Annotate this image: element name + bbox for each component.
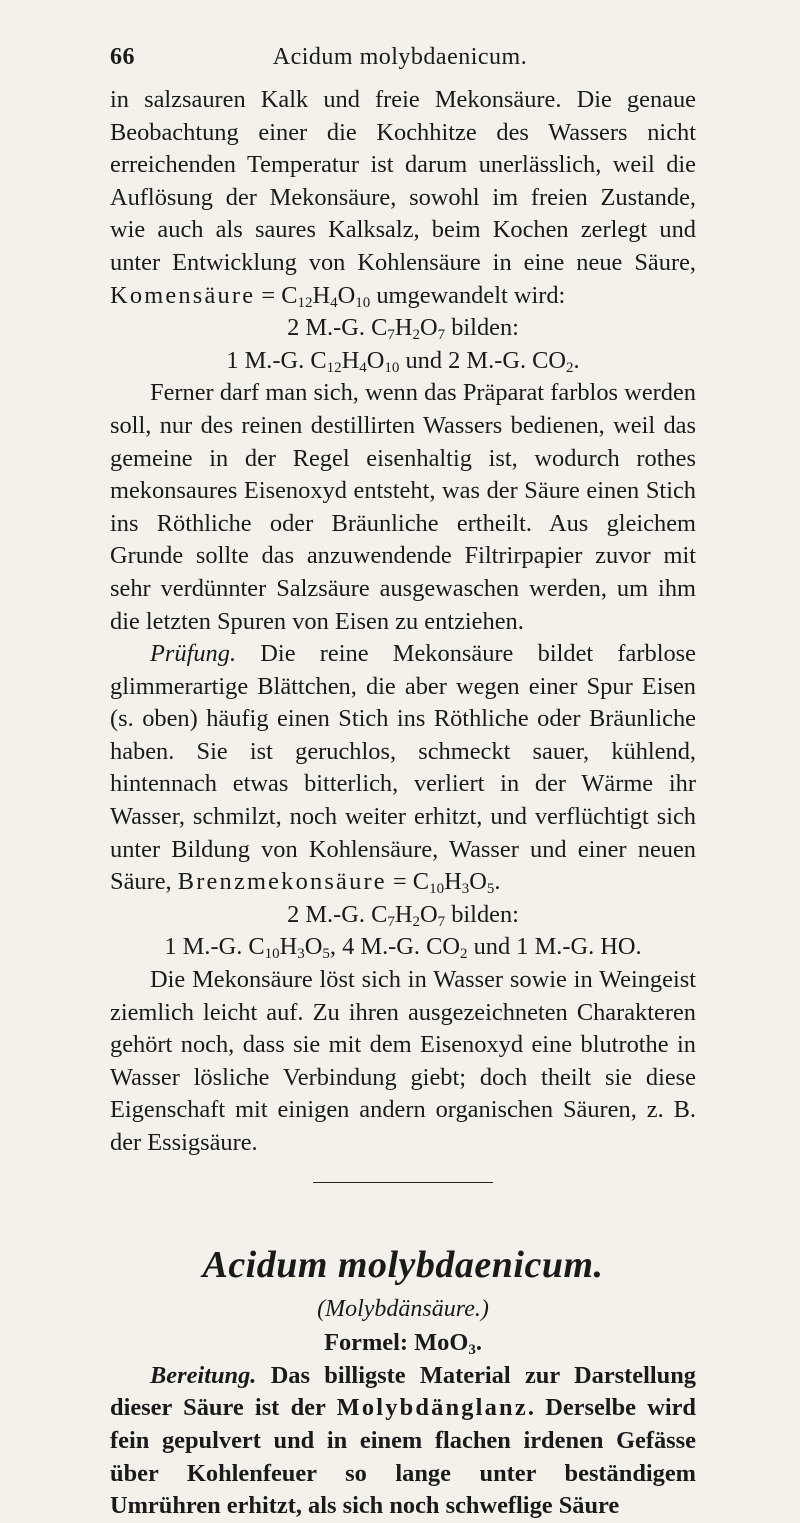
text: H <box>394 314 413 342</box>
text: , 4 M.-G. CO <box>329 933 460 961</box>
text: O <box>419 900 438 928</box>
paragraph-mekonsaeure-temperature <box>110 84 696 312</box>
text: H <box>279 933 298 961</box>
page-header <box>110 44 690 72</box>
text: bilden: <box>445 900 519 928</box>
term-komensaeure: Komensäure <box>110 281 256 309</box>
subscript: 4 <box>330 294 338 311</box>
label-bereitung: Bereitung. <box>150 1361 257 1389</box>
formula-line-2 <box>110 345 696 378</box>
text: Das billigste Material zur Darstellung dieser Säure ist der <box>110 1361 696 1422</box>
formula-line-4 <box>110 931 696 964</box>
text: und 2 M.-G. CO <box>399 346 567 374</box>
subscript: 7 <box>437 913 446 930</box>
text: O <box>419 314 438 342</box>
subscript: 3 <box>297 946 305 963</box>
paragraph-pruefung <box>110 638 696 899</box>
text: O <box>469 868 487 896</box>
subscript: 7 <box>387 913 395 930</box>
page-number: 66 <box>110 44 135 70</box>
text: H <box>341 346 360 374</box>
text: O <box>366 346 385 374</box>
subscript: 2 <box>566 359 574 376</box>
section-formula <box>110 1327 696 1360</box>
subscript: 2 <box>412 913 420 930</box>
text: . <box>573 346 580 374</box>
text: 1 M.-G. C <box>226 346 327 374</box>
subscript: 7 <box>437 327 446 344</box>
text: und 1 M.-G. HO. <box>467 933 642 961</box>
text: 2 M.-G. C <box>287 900 388 928</box>
subscript: 7 <box>387 327 395 344</box>
section-divider <box>313 1182 493 1183</box>
term-brenzmekonsaeure: Brenzmekonsäure <box>177 868 387 896</box>
paragraph-bereitung <box>110 1360 696 1523</box>
subscript: 10 <box>264 946 280 963</box>
subscript: 3 <box>461 881 470 898</box>
label-pruefung: Prüfung. <box>150 640 237 668</box>
text: 1 M.-G. C <box>164 933 265 961</box>
subscript: 3 <box>468 1342 476 1359</box>
formula-line-1 <box>110 312 696 345</box>
subscript: 2 <box>460 946 468 963</box>
text: = C <box>386 868 430 896</box>
subscript: 2 <box>412 327 420 344</box>
text: . Derselbe wird fein gepulvert und in einem flachen irdenen Gefässe über Kohlenfeuer so lange unter beständigem Umrühren erhitzt, als sich noch schweflige Säure <box>110 1394 697 1520</box>
formula-line-3 <box>110 899 696 932</box>
running-title: Acidum molybdaenicum. <box>272 44 528 70</box>
paragraph-solubility: Die Mekonsäure löst sich in Wasser sowie in Weingeist ziemlich leicht auf. Zu ihren ausgezeichneten Charakteren gehört noch, dass sie mit dem Eisenoxyd eine blutrothe in Wasser lösliche Verbindung giebt; doch theilt sie diese Eigenschaft mit einigen andern organischen Säuren, z. B. der Essigsäure. <box>110 966 696 1156</box>
subscript: 10 <box>429 881 445 898</box>
subscript: 12 <box>297 294 313 311</box>
text: 2 M.-G. C <box>287 314 388 342</box>
text: . <box>494 868 501 896</box>
term-molybdaenglanz: Molybdänglanz <box>336 1394 528 1422</box>
subscript: 10 <box>384 359 400 376</box>
subscript: 5 <box>322 946 330 963</box>
text: O <box>304 933 323 961</box>
text: Die reine Mekonsäure bildet farblose glimmerartige Blättchen, die aber wegen einer Spur Eisen (s. oben) häufig einen Stich ins Röthliche oder Bräunliche haben. Sie ist geruchlos, schmeckt sauer, kühlend, hintennach etwas bitterlich, verliert in der Wärme ihr Wasser, schmilzt, noch weiter erhitzt, und verflüchtigt sich unter Bildung von Kohlensäure, Wasser und einer neuen Säure, <box>110 640 696 896</box>
subscript: 5 <box>486 881 495 898</box>
section-subtitle: (Molybdänsäure.) <box>317 1295 489 1322</box>
text: in salzsauren Kalk und freie Mekonsäure. Die genaue Beobachtung einer die Kochhitze des Wassers nicht erreichenden Temperatur ist darum unerlässlich, weil die Auflösung der Mekonsäure, sowohl im freien Zustande, wie auch als saures Kalksalz, beim Kochen zerlegt und unter Entwicklung von Kohlensäure in eine neue Säure, <box>110 86 696 276</box>
text: H <box>444 868 462 896</box>
text: O <box>337 281 356 309</box>
section-title: Acidum molybdaenicum. <box>202 1243 604 1286</box>
subscript: 12 <box>326 359 342 376</box>
text: bilden: <box>445 314 519 342</box>
page-body <box>110 84 696 1523</box>
subscript: 10 <box>355 294 371 311</box>
subscript: 4 <box>359 359 367 376</box>
text: Formel: MoO <box>324 1329 469 1357</box>
text: umgewandelt wird: <box>370 281 566 309</box>
text: H <box>312 281 331 309</box>
paragraph-destilled-water: Ferner darf man sich, wenn das Präparat farblos werden soll, nur des reinen destillirten Wassers bedienen, weil das gemeine in der Regel eisenhaltig ist, wodurch rothes mekonsaures Eisenoxyd entsteht, was der Säure einen Stich ins Röthliche oder Bräunliche ertheilt. Aus gleichem Grunde sollte das anzuwendende Filtrirpapier zuvor mit sehr verdünnter Salzsäure ausgewaschen werden, um ihm die letzten Spuren von Eisen zu entziehen. <box>110 379 696 635</box>
text: H <box>394 900 413 928</box>
text: = C <box>255 281 298 309</box>
text: . <box>475 1329 482 1357</box>
